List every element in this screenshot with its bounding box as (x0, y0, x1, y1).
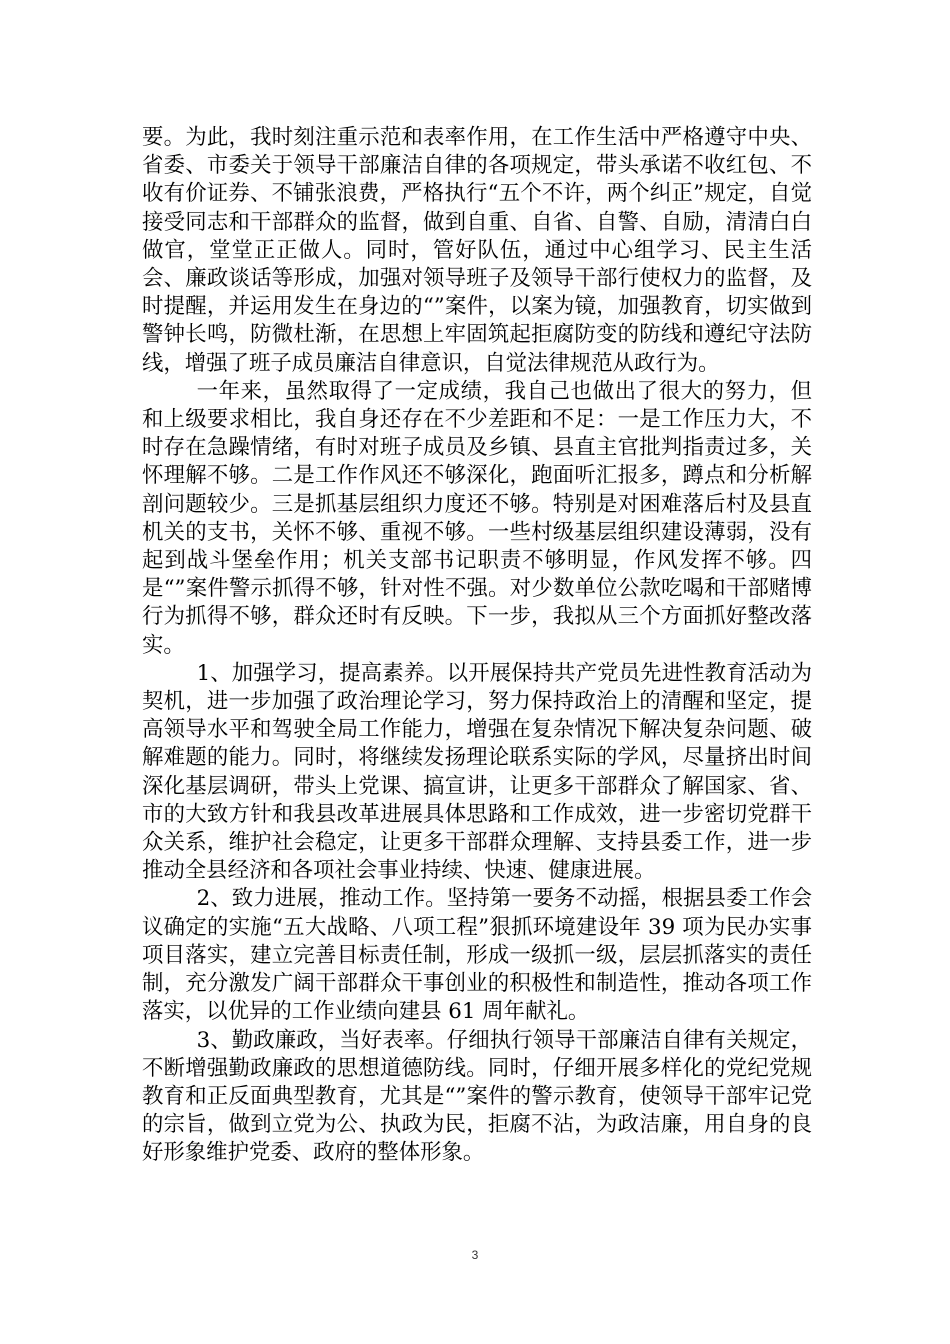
page-number: 3 (471, 1248, 479, 1262)
paragraph-shortcomings: 一年来，虽然取得了一定成绩，我自己也做出了很大的努力，但和上级要求相比，我自身还存在不少差距和不足：一是工作压力大，不时存在急躁情绪，有时对班子成员及乡镇、县直主官批判指责过多，关怀理解不够。二是工作作风还不够深化，跑面听汇报多，蹲点和分析解剖问题较少。三是抓基层组织力度还不够。特别是对困难落后村及县直机关的支书，关怀不够、重视不够。一些村级基层组织建设薄弱，没有起到战斗堡垒作用；机关支部书记职责不够明显，作风发挥不够。四是“”案件警示抓得不够，针对性不强。对少数单位公款吃喝和干部赌博行为抓得不够，群众还时有反映。下一步，我拟从三个方面抓好整改落实。 (142, 378, 812, 658)
paragraph-continuation: 要。为此，我时刻注重示范和表率作用，在工作生活中严格遵守中央、省委、市委关于领导干部廉洁自律的各项规定，带头承诺不收红包、不收有价证券、不铺张浪费，严格执行“五个不许，两个纠正”规定，自觉接受同志和干部群众的监督，做到自重、自省、自警、自励，清清白白做官，堂堂正正做人。同时，管好队伍，通过中心组学习、民主生活会、廉政谈话等形成，加强对领导班子及领导干部行使权力的监督，及时提醒，并运用发生在身边的“”案件，以案为镜，加强教育，切实做到警钟长鸣，防微杜渐，在思想上牢固筑起拒腐防变的防线和遵纪守法防线，增强了班子成员廉洁自律意识，自觉法律规范从政行为。 (142, 125, 812, 376)
paragraph-item-2: 2、致力进展，推动工作。坚持第一要务不动摇，根据县委工作会议确定的实施“五大战略、八项工程”狠抓环境建设年 39 项为民办实事项目落实，建立完善目标责任制，形成一级抓一级，层层抓落实的责任制，充分激发广阔干部群众干事创业的积极性和制造性，推动各项工作落实，以优异的工作业绩向建县 61 周年献礼。 (142, 886, 812, 1025)
paragraph-item-3: 3、勤政廉政，当好表率。仔细执行领导干部廉洁自律有关规定，不断增强勤政廉政的思想道德防线。同时，仔细开展多样化的党纪党规教育和正反面典型教育，尤其是“”案件的警示教育，使领导干部牢记党的宗旨，做到立党为公、执政为民，拒腐不沾，为政洁廉，用自身的良好形象维护党委、政府的整体形象。 (142, 1027, 812, 1166)
document-body (142, 124, 812, 1168)
paragraph-item-1: 1、加强学习，提高素养。以开展保持共产党员先进性教育活动为契机，进一步加强了政治理论学习，努力保持政治上的清醒和坚定，提高领导水平和驾驶全局工作能力，增强在复杂情况下解决复杂问题、破解难题的能力。同时，将继续发扬理论联系实际的学风，尽量挤出时间深化基层调研，带头上党课、搞宣讲，让更多干部群众了解国家、省、市的大致方针和我县改革进展具体思路和工作成效，进一步密切党群干众关系，维护社会稳定，让更多干部群众理解、支持县委工作，进一步推动全县经济和各项社会事业持续、快速、健康进展。 (142, 660, 812, 884)
